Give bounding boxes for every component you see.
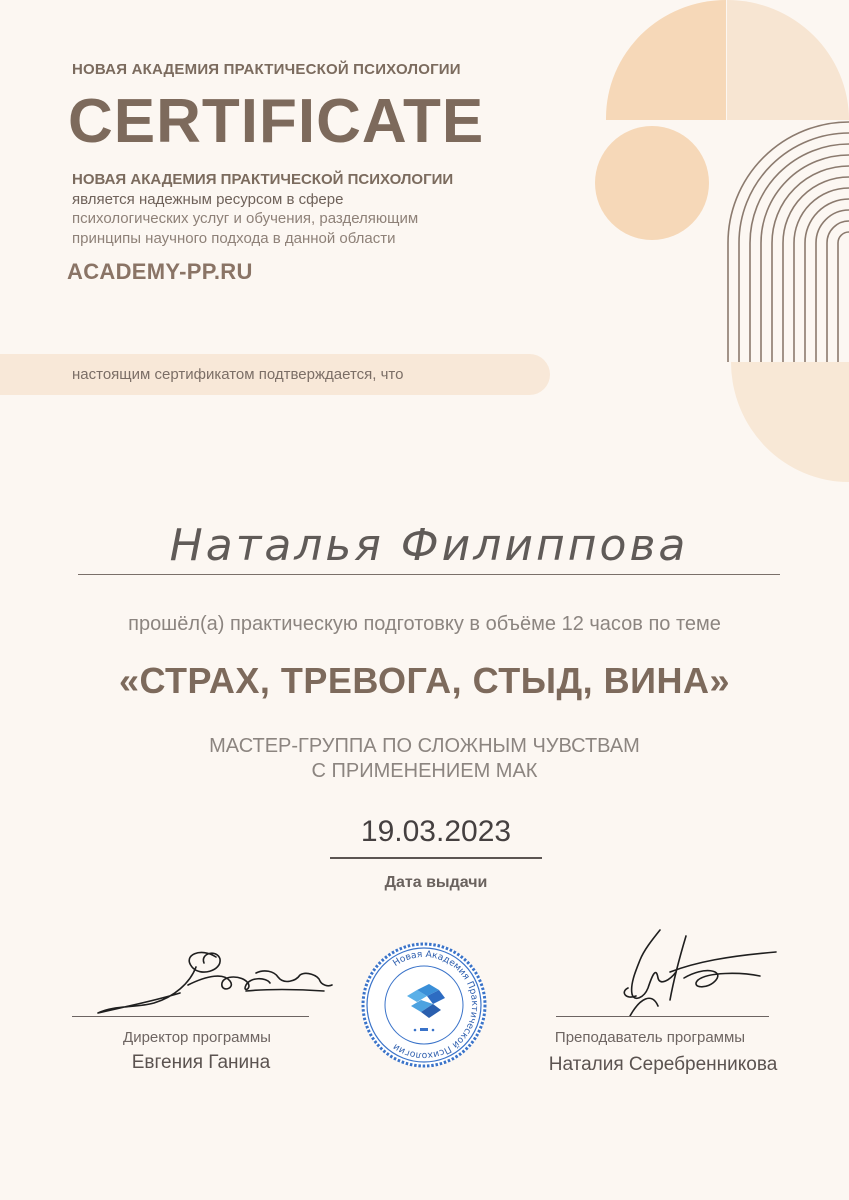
quarter-circle-peach: [606, 0, 726, 120]
description-line-4: принципы научного подхода в данной области: [72, 229, 396, 247]
director-name: Евгения Ганина: [131, 1052, 271, 1073]
organization-description: [72, 170, 542, 248]
description-line-3: психологических услуг и обучения, разделяющим: [72, 210, 419, 227]
instructor-signature-line: [556, 1016, 769, 1017]
instructor-signature: [600, 926, 790, 1021]
course-subtitle-line-1: МАСТЕР-ГРУППА ПО СЛОЖНЫМ ЧУВСТВАМ: [209, 735, 640, 757]
course-title: «СТРАХ, ТРЕВОГА, СТЫД, ВИНА»: [118, 660, 731, 701]
director-role: Директор программы: [123, 1029, 271, 1046]
issue-date: 19.03.2023: [360, 815, 512, 848]
description-line-2: является надежным ресурсом в сфере: [72, 190, 344, 208]
certificate-title: CERTIFICATE: [68, 87, 485, 156]
instructor-name: Наталия Серебренникова: [548, 1054, 778, 1075]
peach-circle: [595, 126, 709, 240]
instructor-role: Преподаватель программы: [554, 1029, 746, 1046]
confirmation-text: настоящим сертификатом подтверждается, что: [72, 366, 404, 383]
seal-text: Новая Академия Практической Психологии: [390, 948, 481, 1062]
recipient-underline: [78, 574, 780, 575]
course-subtitle: [0, 734, 849, 784]
quarter-circle-light: [727, 0, 849, 120]
quarter-circle-bottom: [731, 362, 849, 482]
description-line-1: НОВАЯ АКАДЕМИЯ ПРАКТИЧЕСКОЙ ПСИХОЛОГИИ: [72, 171, 454, 188]
website-link[interactable]: ACADEMY-PP.RU: [67, 259, 253, 284]
issue-date-underline: [330, 857, 542, 859]
course-subtitle-line-2: С ПРИМЕНЕНИЕМ МАК: [311, 760, 538, 782]
recipient-name: Наталья Филиппова: [169, 520, 689, 571]
issue-date-label: Дата выдачи: [384, 874, 488, 891]
completion-statement: прошёл(а) практическую подготовку в объёме 12 часов по теме: [128, 613, 721, 635]
academy-seal: [359, 940, 489, 1070]
director-signature: [96, 945, 336, 1020]
director-signature-line: [72, 1016, 309, 1017]
concentric-arcs: [728, 122, 849, 362]
organization-name: НОВАЯ АКАДЕМИЯ ПРАКТИЧЕСКОЙ ПСИХОЛОГИИ: [72, 61, 461, 78]
